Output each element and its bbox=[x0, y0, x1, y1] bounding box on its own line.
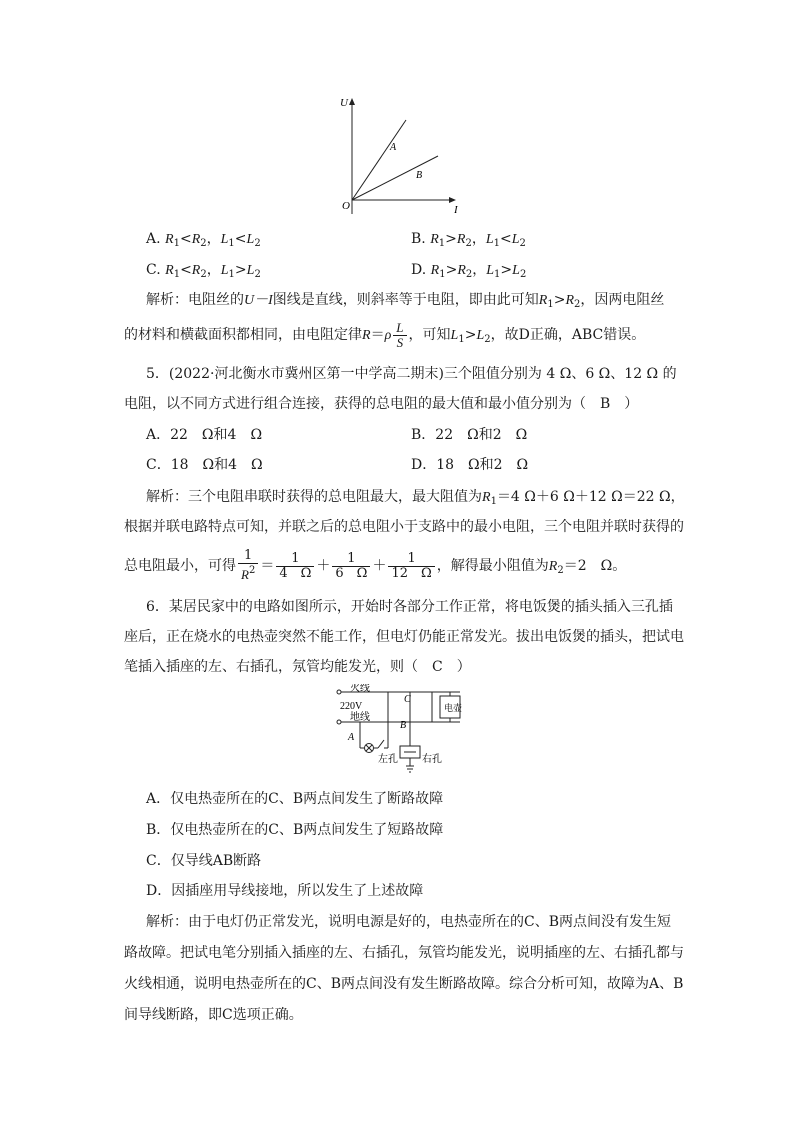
q5-analysis-line-3 bbox=[124, 548, 626, 589]
voltage-label: 220V bbox=[340, 701, 363, 712]
subscript: 2 bbox=[484, 334, 491, 345]
text: ＝4 Ω＋6 Ω＋12 Ω＝22 Ω， bbox=[496, 489, 685, 505]
q6-option-c: C．仅导线AB断路 bbox=[146, 853, 262, 869]
q4-option-d bbox=[411, 260, 526, 285]
var-r: R bbox=[430, 232, 439, 247]
var-r: R bbox=[165, 263, 174, 278]
fraction-1-over-4 bbox=[276, 552, 314, 581]
subscript: 1 bbox=[439, 269, 446, 280]
q5-option-b: B．22 Ω和2 Ω bbox=[411, 427, 528, 443]
origin-label: O bbox=[342, 200, 350, 212]
q6-option-d: D．因插座用导线接地，所以发生了上述故障 bbox=[146, 883, 424, 899]
text: 的材料和横截面积都相同，由电阻定律 bbox=[124, 327, 362, 343]
q5-stem-line-2: 电阻，以不同方式进行组合连接，获得的总电阻的最大值和最小值分别为（ B ） bbox=[124, 396, 639, 412]
text: ＝2 Ω。 bbox=[563, 558, 627, 574]
var-l: L bbox=[220, 263, 229, 278]
var-r: R bbox=[548, 559, 558, 574]
subscript: 1 bbox=[547, 299, 554, 310]
var-r: R bbox=[241, 567, 249, 582]
relation: > bbox=[464, 327, 477, 343]
fraction-1-over-r2 bbox=[238, 549, 258, 583]
ground-wire-label: 地线 bbox=[350, 712, 370, 723]
equals: ＝ bbox=[370, 327, 385, 343]
subscript: 2 bbox=[465, 238, 472, 249]
numerator: 1 bbox=[276, 552, 314, 567]
left-hole-label: 左孔 bbox=[378, 754, 398, 765]
numerator: L bbox=[393, 321, 406, 336]
var-r: R bbox=[456, 232, 466, 247]
point-b-label: B bbox=[400, 720, 407, 731]
point-c-label: C bbox=[404, 694, 411, 705]
q4-analysis-line-2 bbox=[124, 318, 645, 357]
relation: > bbox=[500, 262, 513, 278]
var-l: L bbox=[476, 328, 485, 343]
x-axis-label: I bbox=[454, 204, 458, 216]
relation: > bbox=[234, 262, 247, 278]
var-r: R bbox=[191, 263, 201, 278]
relation: > bbox=[553, 292, 566, 308]
q6-stem-line-2: 座后，正在烧水的电热壶突然不能工作，但电灯仍能正常发光。拔出电饭煲的插头，把试电 bbox=[124, 629, 684, 645]
var-r: R bbox=[538, 293, 548, 308]
q6-analysis-line-1: 解析：由于电灯仍正常发光，说明电源是好的，电热壶所在的C、B两点间没有发生短 bbox=[146, 914, 671, 930]
fraction-1-over-6 bbox=[332, 552, 370, 581]
var-l: L bbox=[486, 263, 495, 278]
var-l: L bbox=[246, 232, 255, 247]
separator: ， bbox=[206, 231, 221, 247]
q4-option-b bbox=[411, 229, 526, 254]
circuit-diagram bbox=[334, 684, 470, 778]
var-r: R bbox=[565, 293, 575, 308]
q5-stem-line-1: 5．(2022·河北衡水市冀州区第一中学高二期末)三个阻值分别为 4 Ω、6 Ω、12 Ω 的 bbox=[146, 366, 677, 382]
line-a-label: A bbox=[390, 142, 397, 153]
denominator: S bbox=[396, 334, 404, 350]
denominator bbox=[238, 564, 258, 583]
y-axis-label: U bbox=[340, 97, 348, 109]
subscript: 1 bbox=[494, 269, 501, 280]
denominator: 6 Ω bbox=[335, 565, 368, 581]
line-b-label: B bbox=[416, 170, 423, 181]
q6-analysis-line-3: 火线相通，说明电热壶所在的C、B两点间没有发生断路故障。综合分析可知，故障为A、B bbox=[124, 976, 684, 992]
var-r: R bbox=[430, 263, 440, 278]
subscript: 2 bbox=[465, 269, 473, 280]
var-rho: ρ bbox=[384, 328, 392, 343]
var-l: L bbox=[246, 263, 255, 278]
var-r: R bbox=[191, 232, 201, 247]
text: ，解得最小阻值为 bbox=[436, 558, 549, 574]
subscript: 2 bbox=[200, 269, 207, 280]
right-hole-label: 右孔 bbox=[422, 754, 442, 765]
q6-option-a: A．仅电热壶所在的C、B两点间发生了断路故障 bbox=[146, 791, 444, 807]
relation: > bbox=[445, 262, 458, 278]
var-l: L bbox=[512, 263, 520, 278]
q6-stem-line-1: 6．某居民家中的电路如图所示，开始时各部分工作正常，将电饭煲的插头插入三孔插 bbox=[146, 599, 673, 615]
text: 解析：电阻丝的 bbox=[146, 292, 244, 308]
q6-option-b: B．仅电热壶所在的C、B两点间发生了短路故障 bbox=[146, 822, 444, 838]
subscript: 1 bbox=[438, 238, 446, 249]
option-letter: B. bbox=[411, 231, 426, 247]
numerator: 1 bbox=[332, 552, 370, 567]
superscript: 2 bbox=[248, 565, 256, 576]
fraction-l-over-s bbox=[393, 321, 406, 350]
var-l: L bbox=[485, 232, 494, 247]
numerator: 1 bbox=[238, 549, 258, 564]
subscript: 1 bbox=[228, 238, 235, 249]
separator: ， bbox=[206, 262, 221, 278]
ui-graph bbox=[330, 92, 470, 222]
relation: < bbox=[179, 231, 192, 247]
text: 解析：三个电阻串联时获得的总电阻最大，最大阻值为 bbox=[146, 489, 482, 505]
q6-analysis-line-2: 路故障。把试电笔分别插入插座的左、右插孔，氖管均能发光，说明插座的左、右插孔都与 bbox=[124, 945, 684, 961]
text: ，故D正确，ABC错误。 bbox=[490, 327, 646, 343]
point-a-label: A bbox=[348, 732, 355, 743]
separator: ， bbox=[472, 262, 487, 278]
kettle-label: 电壶 bbox=[444, 703, 463, 713]
relation: < bbox=[499, 231, 512, 247]
denominator: 4 Ω bbox=[279, 565, 312, 581]
subscript: 1 bbox=[493, 238, 500, 249]
var-r: R bbox=[362, 328, 371, 343]
var-r: R bbox=[165, 232, 174, 247]
q6-analysis-line-4: 间导线断路，即C选项正确。 bbox=[124, 1007, 303, 1023]
subscript: 1 bbox=[458, 334, 465, 345]
option-letter: D. bbox=[411, 262, 427, 278]
subscript: 2 bbox=[519, 238, 526, 249]
subscript: 2 bbox=[557, 565, 564, 576]
subscript: 2 bbox=[574, 299, 581, 310]
subscript: 1 bbox=[173, 269, 181, 280]
equals: ＝ bbox=[260, 558, 275, 574]
q5-analysis-line-2: 根据并联电路特点可知，并联之后的总电阻小于支路中的最小电阻，三个电阻并联时获得的 bbox=[124, 519, 684, 535]
denominator: 12 Ω bbox=[391, 565, 432, 581]
q5-option-a: A．22 Ω和4 Ω bbox=[146, 427, 263, 443]
var-l: L bbox=[511, 232, 520, 247]
q6-stem-line-3: 笔插入插座的左、右插孔，氖管均能发光，则（ C ） bbox=[124, 659, 471, 675]
separator: ， bbox=[471, 231, 486, 247]
var-r: R bbox=[457, 263, 466, 278]
text: ，因两电阻丝 bbox=[580, 292, 665, 308]
relation: < bbox=[234, 231, 247, 247]
subscript: 2 bbox=[254, 238, 261, 249]
subscript: 2 bbox=[519, 269, 527, 280]
numerator: 1 bbox=[388, 552, 434, 567]
q4-option-c bbox=[146, 260, 261, 285]
plus: ＋ bbox=[316, 558, 331, 574]
fraction-1-over-12 bbox=[388, 552, 434, 581]
relation: > bbox=[445, 231, 457, 247]
text: 图线是直线，则斜率等于电阻，即由此可知 bbox=[272, 292, 539, 308]
subscript: 1 bbox=[228, 269, 235, 280]
text: 总电阻最小，可得 bbox=[124, 558, 236, 574]
var-l: L bbox=[450, 328, 459, 343]
q5-analysis-line-1 bbox=[146, 487, 685, 512]
q4-analysis-line-1 bbox=[146, 290, 664, 315]
subscript: 1 bbox=[490, 496, 497, 507]
var-r: R bbox=[482, 490, 491, 505]
var-l: L bbox=[220, 232, 229, 247]
subscript: 2 bbox=[200, 238, 207, 249]
plus: ＋ bbox=[372, 558, 387, 574]
subscript: 2 bbox=[254, 269, 261, 280]
text: ，可知 bbox=[408, 327, 451, 343]
q4-option-a bbox=[146, 229, 261, 254]
option-letter: A. bbox=[146, 231, 161, 247]
option-letter: C. bbox=[146, 262, 161, 278]
q5-option-d: D．18 Ω和2 Ω bbox=[411, 457, 529, 473]
subscript: 1 bbox=[173, 238, 180, 249]
q5-option-c: C．18 Ω和4 Ω bbox=[146, 457, 263, 473]
live-wire-label: 火线 bbox=[350, 684, 370, 694]
relation: < bbox=[180, 262, 192, 278]
text: U－I bbox=[244, 293, 273, 308]
